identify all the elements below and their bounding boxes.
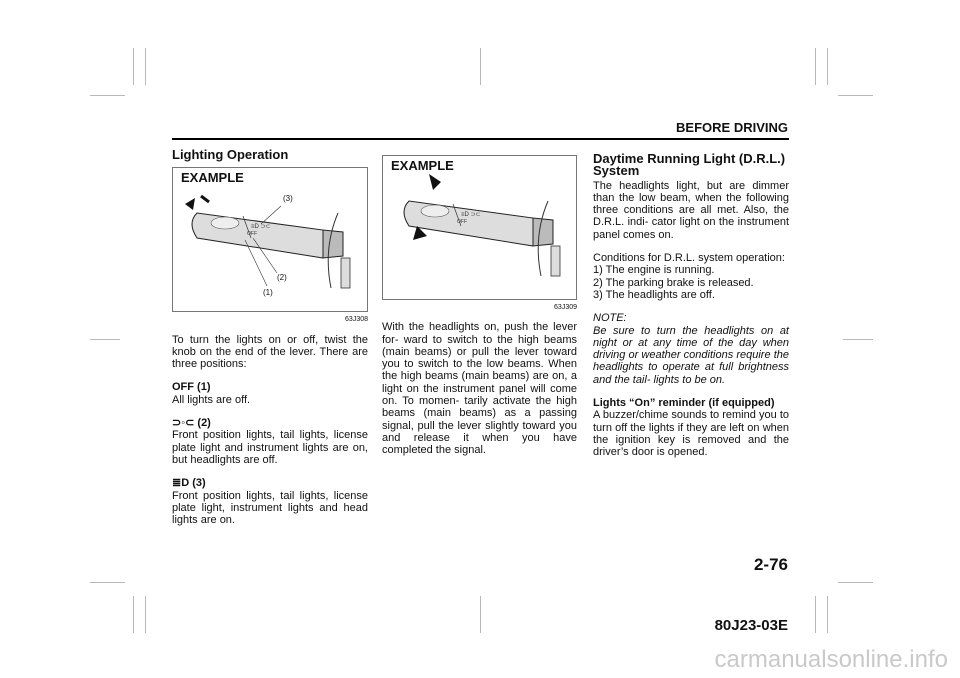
crop-mark — [838, 95, 873, 96]
off-text: All lights are off. — [172, 393, 251, 406]
conditions-title: Conditions for D.R.L. system operation: — [593, 252, 785, 265]
drl-heading: Daytime Running Light (D.R.L.) System — [593, 151, 786, 179]
condition-item: 1) The engine is running. — [593, 264, 715, 277]
figure-id: 63J309 — [554, 304, 577, 311]
section-header: BEFORE DRIVING — [676, 120, 788, 135]
callout-3: (3) — [283, 194, 293, 204]
crop-mark — [90, 339, 120, 340]
watermark: carmanualsonline.info — [714, 646, 948, 673]
lever-figure-2 — [382, 155, 577, 300]
crop-mark — [145, 596, 146, 633]
figure-id: 63J308 — [345, 316, 368, 324]
beams-text: With the headlights on, push the lever for- ward to switch to the high beams (main beams) or pull the lever toward you to switch to the low beams. When the high beams (main beams) are on, a light on the instrument panel will come on. To momen- tarily activate the high beams (main beams) as a passing signal, pull the lever slightly toward you and release it when you have completed the signal. — [382, 321, 577, 457]
crop-mark — [90, 582, 125, 583]
headlight-icon: ≣D — [172, 477, 190, 490]
svg-text:OFF: OFF — [457, 219, 467, 225]
pos3-label: (3) — [192, 477, 206, 490]
crop-mark — [133, 596, 134, 633]
crop-mark — [827, 48, 828, 85]
pos2-label: (2) — [197, 417, 211, 430]
pos2-text: Front position lights, tail lights, license plate light and instrument lights are on, but headlights are off. — [172, 429, 368, 466]
pos3-title — [172, 477, 368, 489]
crop-mark — [480, 48, 481, 85]
parking-light-icon: ⊃◦⊂ — [172, 417, 195, 430]
column-beams — [382, 155, 577, 468]
callout-1: (1) — [263, 288, 273, 298]
figure-example-label: EXAMPLE — [181, 170, 244, 186]
reminder-text: A buzzer/chime sounds to remind you to turn off the lights if they are left on when the ignition key is removed and the driver’s door is opened. — [593, 409, 789, 459]
note-text: Be sure to turn the headlights on at night or at any time of the day when driving or weather conditions require the headlights to operate at full brightness and the tail- lights to be on. — [593, 324, 789, 386]
svg-text:OFF: OFF — [247, 231, 257, 238]
condition-item: 2) The parking brake is released. — [593, 276, 754, 289]
lighting-intro: To turn the lights on or off, twist the knob on the end of the lever. There are three positions: — [172, 333, 368, 371]
crop-mark — [145, 48, 146, 85]
pos2-title — [172, 417, 368, 429]
lever-illustration — [383, 156, 576, 297]
condition-item: 3) The headlights are off. — [593, 288, 715, 301]
figure-example-label: EXAMPLE — [391, 158, 454, 173]
crop-mark — [827, 596, 828, 633]
callout-2: (2) — [277, 273, 287, 283]
crop-mark — [133, 48, 134, 85]
drl-intro: The headlights light, but are dimmer than the low beam, when the following three conditions are all met. Also, the D.R.L. indi- cator light on the instrument panel comes on. — [593, 179, 789, 241]
pos3-text: Front position lights, tail lights, license plate light, instrument lights and head lights are on. — [172, 489, 368, 527]
column-lighting — [172, 149, 368, 537]
crop-mark — [843, 339, 873, 340]
crop-mark — [480, 596, 481, 633]
crop-mark — [815, 596, 816, 633]
crop-mark — [90, 95, 125, 96]
off-title: OFF (1) — [172, 381, 211, 394]
reminder-title: Lights “On” reminder (if equipped) — [593, 397, 775, 410]
column-drl — [593, 153, 789, 470]
lighting-heading: Lighting Operation — [172, 147, 289, 162]
document-code: 80J23-03E — [714, 617, 788, 634]
page-number: 2-76 — [753, 555, 788, 574]
svg-text:≡D ⊃⊂: ≡D ⊃⊂ — [251, 224, 271, 231]
lever-figure-1 — [172, 167, 368, 312]
crop-mark — [838, 582, 873, 583]
crop-mark — [815, 48, 816, 85]
header-rule — [172, 138, 789, 140]
note-label: NOTE: — [593, 312, 627, 325]
svg-text:≡D ⊃⊂: ≡D ⊃⊂ — [461, 212, 481, 218]
conditions-list — [593, 252, 789, 301]
